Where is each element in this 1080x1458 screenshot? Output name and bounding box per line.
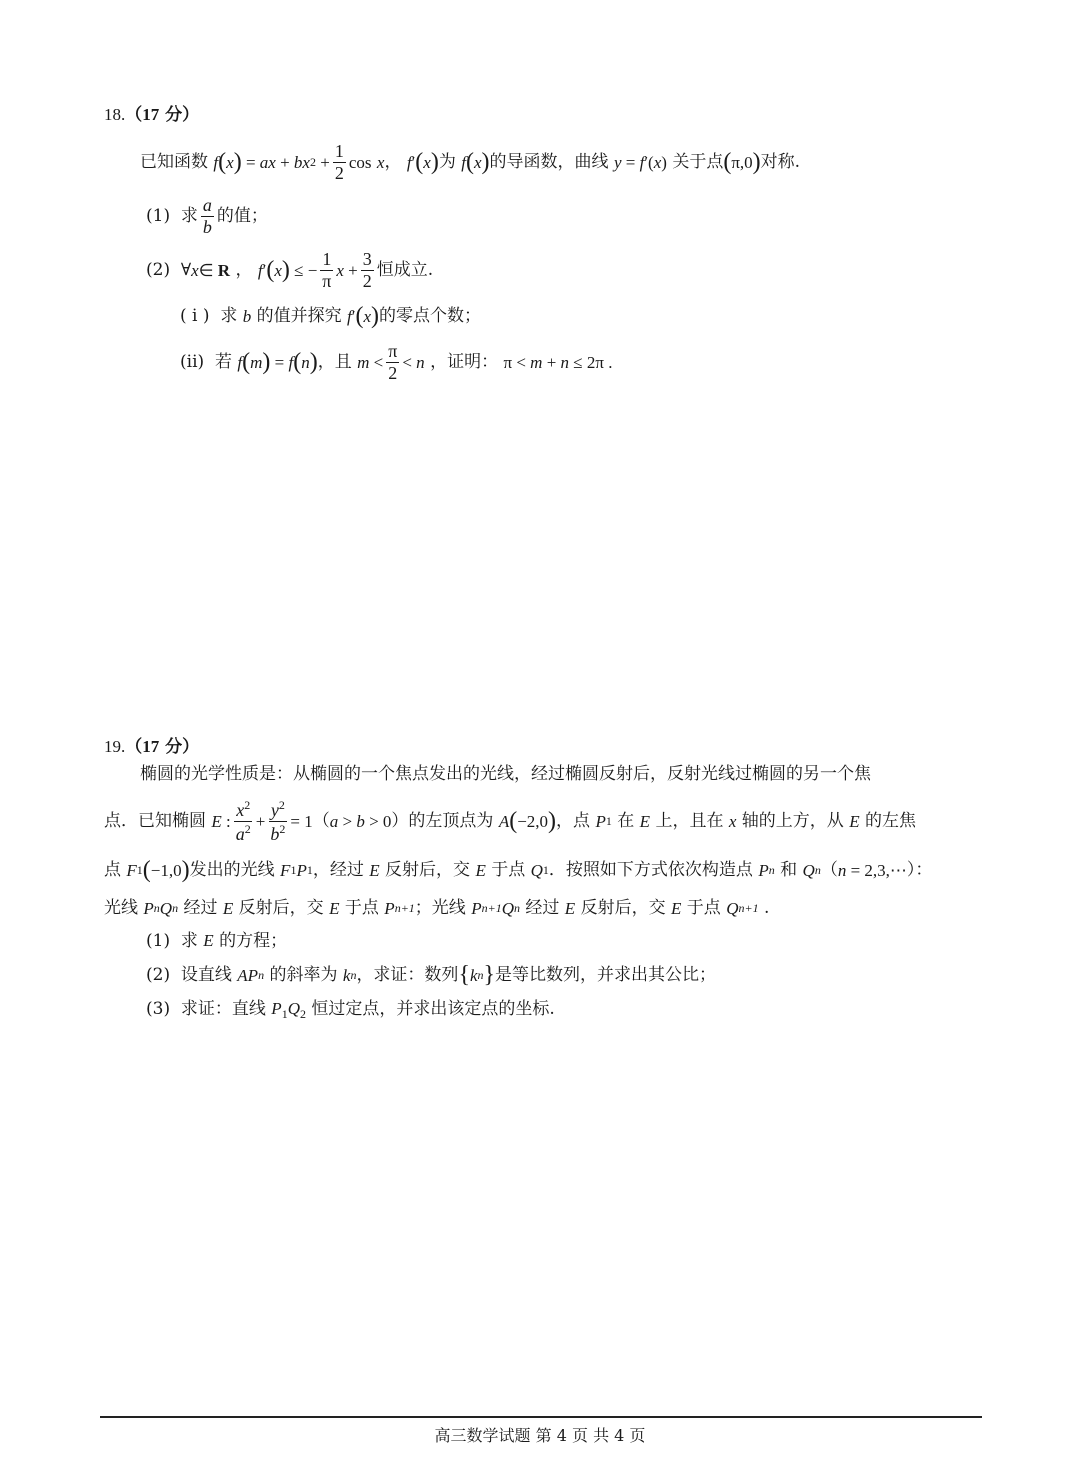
q18-header bbox=[104, 106, 199, 124]
q19-number: 19. bbox=[104, 737, 126, 756]
footer-rule bbox=[100, 1416, 982, 1418]
q19-stem-line4: 光线 P n Q n 经过 E 反射后，交 E 于点 P n+1 ；光线 P n+1 Q n 经过 E 反射后，交 E 于点 Q n+1 . bbox=[104, 897, 770, 918]
q18-part2-i: ( i ) 求 b 的值并探究 f ′ ( x ) 的零点个数； bbox=[180, 303, 482, 329]
q19-part1: (1) 求 E 的方程； bbox=[146, 931, 288, 951]
q19-stem-line1: 椭圆的光学性质是：从椭圆的一个焦点发出的光线，经过椭圆反射后，反射光线过椭圆的另一个焦 bbox=[140, 764, 871, 784]
q18-part1: (1) 求 $\frac{a}{b}$ 的值； bbox=[146, 194, 268, 237]
q19-stem-line3: 点 F 1 ( −1,0 ) 发出的光线 F 1 P 1 ，经过 E 反射后，交 E 于点 Q 1 ．按照如下方式依次构造点 P n 和 Q n （ n = 2,3,⋯ ）： bbox=[104, 857, 933, 883]
q18-part2: (2) ∀ x ∈ R ， f ′ ( x ) ≤ − $\frac{1}{\pi}$ x + $\frac{3}{2}$ 恒成立. bbox=[146, 248, 434, 291]
q19-score: （17 分） bbox=[125, 737, 200, 757]
page-footer: 高三数学试题 第 4 页 共 4 页 bbox=[434, 1426, 646, 1445]
q18-part2-ii: (ii) 若 f ( m ) = f ( n ) ，且 m < $\frac{\pi}{2}$ < n ，证明： π < m + n ≤ 2π . bbox=[180, 340, 613, 383]
q19-header bbox=[104, 738, 199, 756]
q19-part3: (3) 求证：直线 $P_1Q_2$ 恒过定点，并求出该定点的坐标. bbox=[146, 999, 555, 1021]
q19-part2: (2) 设直线 AP n 的斜率为 k n ，求证：数列 { k n } 是等比数列，并求出其公比； bbox=[146, 962, 717, 988]
q18-number: 18. bbox=[104, 105, 126, 124]
q18-stem: 已知函数 f ( x ) = ax + bx 2 + $\frac{1}{2}$ cos x ， f ′ ( x ) 为 f ( x ) 的导函数，曲线 y = f ′( x ) 关于点 ( π,0 ) 对称. bbox=[140, 140, 801, 183]
q18-score: （17 分） bbox=[125, 105, 200, 125]
q19-stem-line2: 点．已知椭圆 E : $\frac{x^2}{a^2}$ + $\frac{y^2}{b^2}$ = 1 （ a > b > 0 ）的左顶点为 A ( −2,0 ) ，点 P 1 在 E 上，且在 x 轴的上方，从 E 的左焦 bbox=[104, 797, 917, 844]
